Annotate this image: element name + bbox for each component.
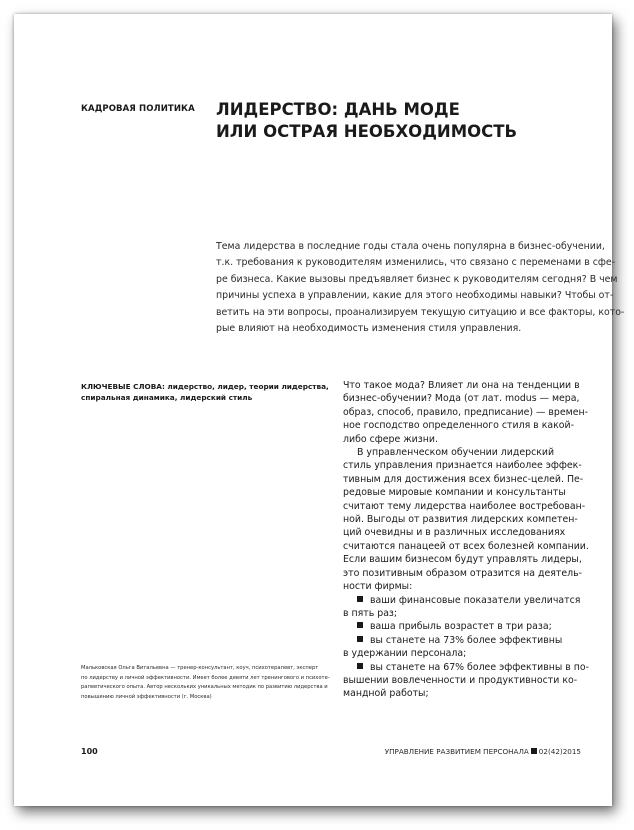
body-line-text: стиль управления признается наиболее эффек- [343, 460, 582, 472]
body-line-text: в пять раз; [343, 607, 398, 619]
body-line-text: бизнес-обучении? Мода (от лат. modus — мера, [343, 393, 580, 405]
body-line [343, 433, 588, 446]
body-line [343, 392, 588, 405]
author-line: Мальковская Ольга Витальевна — тренер-консультант, коуч, психотерапевт, эксперт [81, 665, 319, 671]
lead-line: ветить на эти вопросы, проанализируем текущую ситуацию и все факторы, кото- [216, 306, 625, 318]
body-line [343, 567, 588, 580]
body-line-text: это позитивным образом отразится на деятель- [343, 567, 582, 579]
keywords-line: спиральная динамика, лидерский стиль [81, 393, 253, 402]
square-bullet-icon [357, 636, 363, 642]
square-bullet-icon [531, 748, 537, 754]
body-line-text: считаются панацеей от всех болезней компании. [343, 540, 589, 552]
body-line-text: в удержании персонала; [343, 648, 467, 660]
body-text [343, 379, 588, 701]
lead-line: т.к. требования к руководителям изменились, что связано с переменами в сфе- [216, 257, 616, 269]
square-bullet-icon [357, 622, 363, 628]
keywords-line: КЛЮЧЕВЫЕ СЛОВА: лидерство, лидер, теории лидерства, [81, 382, 329, 391]
body-line-text: мандной работы; [343, 688, 429, 700]
title-line: ИЛИ ОСТРАЯ НЕОБХОДИМОСТЬ [216, 122, 518, 141]
body-line [343, 379, 588, 392]
keywords [81, 381, 331, 403]
lead-paragraph [216, 239, 625, 337]
author-line: рапевтического опыта. Автор нескольких уникальных методик по развитию лидерства и [81, 684, 328, 690]
article-title [216, 99, 517, 143]
body-line-text: либо сфере жизни. [343, 433, 438, 445]
body-line-text: Что такое мода? Влияет ли она на тенденции в [343, 380, 580, 391]
body-line-text: ное господство определенного стиля в какой- [343, 420, 574, 432]
body-line-text: редовые мировые компании и консультанты [343, 487, 566, 499]
body-line [343, 500, 588, 513]
body-line-text: ваши финансовые показатели увеличатся [370, 594, 581, 606]
lead-line: причины успеха в управлении, какие для этого необходимы навыки? Чтобы от- [216, 290, 614, 302]
body-line [343, 540, 588, 553]
bullet-item [343, 661, 588, 674]
body-line [343, 607, 588, 620]
body-line-text: считают тему лидерства наиболее востребован- [343, 500, 586, 512]
body-line [343, 687, 588, 700]
lead-line: рые влияют на необходимость изменения стиля управления. [216, 323, 522, 335]
body-line [343, 647, 588, 660]
square-bullet-icon [357, 596, 363, 602]
bullet-item [343, 620, 588, 633]
body-line [343, 580, 588, 593]
body-line [343, 419, 588, 432]
body-line [343, 526, 588, 539]
author-line: повышению личной эффективности (г. Москва) [81, 693, 212, 700]
journal-issue: 02(42)2015 [538, 747, 581, 756]
body-line-text: ности фирмы: [343, 581, 413, 593]
bullet-item [343, 634, 588, 647]
body-line-text: вы станете на 73% более эффективны [370, 634, 563, 646]
journal-footer [385, 747, 581, 756]
journal-page [14, 14, 625, 806]
square-bullet-icon [357, 663, 363, 669]
journal-name: УПРАВЛЕНИЕ РАЗВИТИЕМ ПЕРСОНАЛА [384, 747, 529, 756]
body-line [343, 513, 588, 526]
body-line-text: ций очевидны и в различных исследованиях [343, 527, 566, 539]
body-line [343, 406, 588, 419]
bullet-item [343, 594, 588, 607]
body-line-text: ной. Выгоды от развития лидерских компетен- [343, 514, 578, 526]
body-line [343, 473, 588, 486]
body-line-text: Если вашим бизнесом будут управлять лидеры, [343, 554, 582, 566]
body-line-text: вы станете на 67% более эффективны в по- [370, 661, 590, 673]
page-number: 100 [81, 747, 98, 756]
body-line-text: В управленческом обучении лидерский [357, 447, 555, 459]
body-line-text: образ, способ, правило, предписание) — времен- [343, 406, 588, 418]
section-label: КАДРОВАЯ ПОЛИТИКА [81, 104, 195, 114]
body-line [343, 553, 588, 566]
author-line: по лидерству и личной эффективности. Имеет более девяти лет тренингового и психоте- [81, 674, 330, 681]
body-line-text: тивным для достижения всех бизнес-целей. Пе- [343, 473, 584, 485]
body-line-text: вышении вовлеченности и продуктивности ко- [343, 674, 578, 686]
author-info [81, 664, 341, 702]
lead-line: Тема лидерства в последние годы стала очень популярна в бизнес-обучении, [216, 241, 605, 252]
body-line [343, 459, 588, 472]
lead-line: ре бизнеса. Какие вызовы предъявляет бизнес к руководителям сегодня? В чем [216, 273, 618, 285]
body-line [343, 486, 588, 499]
body-line [343, 674, 588, 687]
title-line: ЛИДЕРСТВО: ДАНЬ МОДЕ [216, 100, 460, 119]
body-line [343, 446, 588, 459]
body-line-text: ваша прибыль возрастет в три раза; [370, 621, 552, 633]
